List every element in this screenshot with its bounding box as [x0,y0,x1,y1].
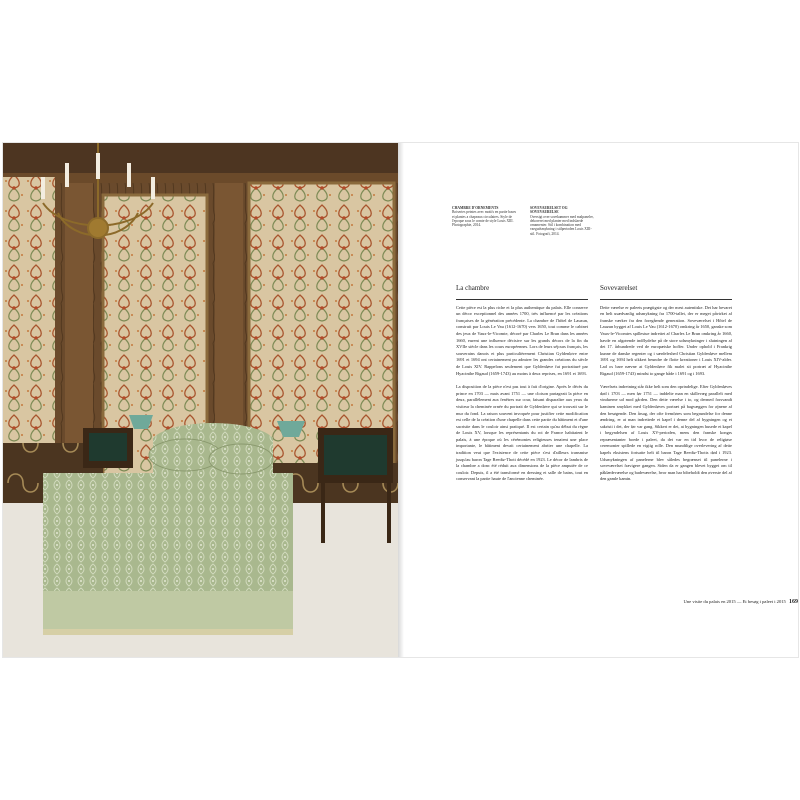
danish-column [600,285,732,490]
bedroom-photograph [3,143,398,657]
caption-french-text: Boiseries peintes avec motifs en partie bases et plantes a chapeaux circulaires. Style de l'epoque sous le comte de style Louis XIII. Photographie, 2014. [452,210,517,228]
right-page [404,143,798,657]
page-number: 169 [789,599,798,605]
caption-danish-text: Oversigt over sovekammer med malpaneler, dekoreret med planter med indslaede ornamenter. Stil i kombination med vaegudsmykning i stilperioden Louis XIII-stil. Fotografi, 2014. [530,214,594,236]
french-heading: La chambre [456,285,588,300]
caption-french [452,206,518,227]
running-footer: Une visite du palais en 2015 — Et besøg i paleet i 2015 [683,599,786,604]
caption-danish [530,206,596,236]
page-footer [684,599,798,605]
french-paragraph-2: La disposition de la pièce n'est pas tout à fait d'origine. Après le décès du prince en 1703 — mais avant 1751 — une cloison partageait la pièce en deux, parallèlement aux fenêtres sur cour, faisant disparaître aux yeux du visiteur la cheminée ornée du portrait de Gyldenløve qui se trouvait sur le mur du fond. La raison souvent invoquée pour justifier cette modification est celle de la création d'une chapelle dans cette partie du bâtiment et d'une sacristie dans le couloir ainsi pratiqué. Il est certain qu'au début du règne de Louis XV, lorsque les représentants du roi de France habitaient le palais, à une époque où les cérémonies religieuses tenaient une place importante, le bâtiment devait certainement abriter une chapelle. La tradition veut que l'existence de cette pièce s'est d'ailleurs transmise jusqu'au baron Tage Reedtz-Thott décédé en 1923. Le décor de lambris de la chambre a donc été réduit aux dimensions de la pièce amputée de ce couloir. Depuis, il a été transformé en dressing et salle de bains, tout en conservant la partie haute de l'ancienne cheminée. [456,384,588,482]
caption-french-title: CHAMBRE D'ORNEMENTS [452,206,499,210]
caption-danish-title: SOVEVAERELSET OG SOVEVAERELSE [530,206,568,215]
danish-paragraph-2: Værelsets indretning står ikke helt som den oprindelige. Efter Gyldenløves død i 1703 — men før 1751 — inddelte man en skillevæg parallelt med vinduerne ud mod gården. Den dette værelse i to, og dermed forsvandt kaminen smykket med Gyldenløves portræt på bagvæggen for øjnene af den besøgende. Den årsag, der ofte fremføres som begrundelse for denne ændring, er at man indrettede et kapel i denne del af bygningen og et sakristi i det, der før var gang. Sikkert er det, at bygningen husede et kapel i begyndelsen af Louis XV-perioden, mens den franske kongrs repræsentanter boede i paleet, da det var en tid hvor de religiøse ceremonier spillede en vigtig rolle. Den mundtlige overlevering af dette kapels eksistens fortsatte helt til baron Tage Reedtz-Thotts død i 1923. Udsmykningen af panelerne blev således begrænset til panelerne i soveværelset fravigere gangen. Siden da er gangen blevet bygget om til påklædeværelse og badeværelse, hvor man har bibeholdt den øverste del af den gamle kamin. [600,384,732,482]
french-paragraph-1: Cette pièce est la plus riche et la plus authentique du palais. Elle conserve un décor exceptionnel des années 1700, très influencé par les créations françaises de la génération précédente. La chambre de l'hôtel de Lauzun, construit par Louis Le Vau (1612-1670) vers 1650, tout comme le cabinet des jeux de Vaux-le-Vicomte, décoré par Charles Le Brun dans les années 1660, eurent une influence décisive sur les grands décors de la fin du XVIIe siècle dans les cours européennes. Lors de leurs séjours français, les souverains danois et plus particulièrement Christian Gyldenløve entre 1691 et 1694 ont certainement pu admirer les grandes créations du siècle de Louis XIV. Rappelons seulement que Gyldenløve fut portraituré par Hyacinthe Rigaud (1659-1743) au moins à deux reprises, en 1691 et 1693. [456,304,588,376]
danish-paragraph-1: Dette værelse er paleets prægtigste og der mest autentiske. Det har bevaret en helt usædvanlig udsmykning fra 1700-tallet, der er meget påvirket af franske værker fra den foregående generation. Soveværelset i Hôtel de Lauzun bygget af Louis Le Vau (1612-1670) omkring år 1650, ganske som Vaux-le-Vicomtes spillestue indrettet af Charles Le Brun omkring år 1660, havde en afgørende indflydelse på de store udsmykninger i slutningen af det 17. århundrede ved de europæiske hoffer. Under ophold i Frankrig kunne de danske regenter og i særdeleshed Christian Gyldenløve mellem 1691 og 1694 helt sikkert beundre de flotte kreationer i Louis XIV-alder. Lad os bare nævne at Gyldenløve fik malet sit portræt af Hyacinthe Rigaud (1659-1743) mindst to gange både i 1691 og i 1693. [600,304,732,376]
bedroom-illustration [3,143,398,657]
book-spread [3,143,798,657]
danish-heading: Soveværelset [600,285,732,300]
french-column [456,285,588,490]
